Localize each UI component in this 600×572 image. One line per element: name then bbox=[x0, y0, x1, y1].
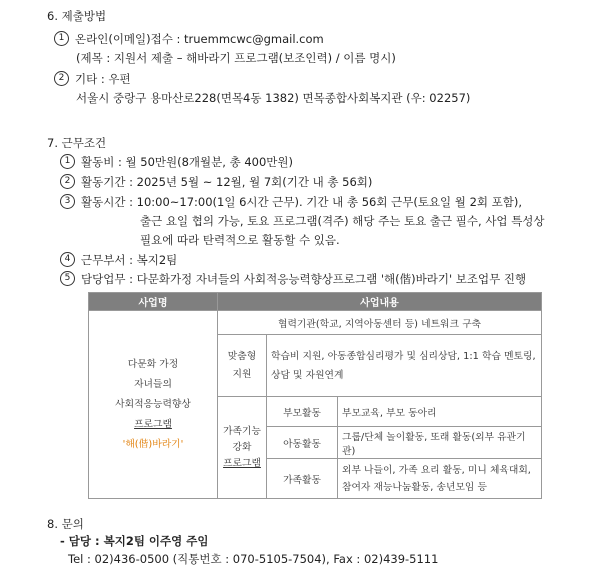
section6-item1 bbox=[54, 31, 324, 47]
section6-title: 6. 제출방법 bbox=[47, 9, 107, 23]
contact-phone-fax: Tel : 02)436-0500 (직통번호 : 070-5105-7504), Fax : 02)439-5111 bbox=[68, 552, 439, 566]
section7-title: 7. 근무조건 bbox=[47, 136, 107, 150]
custom-support-label: 맞춤형 지원 bbox=[218, 335, 267, 397]
section7-item3-line3: 필요에 따라 탄력적으로 활동할 수 있음. bbox=[140, 233, 340, 247]
family-program-label: 가족기능 강화 프로그램 bbox=[218, 397, 267, 499]
child-activity-label: 아동활동 bbox=[267, 427, 338, 459]
network-cell: 협력기관(학교, 지역아동센터 등) 네트워크 구축 bbox=[218, 311, 542, 335]
section7-item3-line2: 출근 요일 협의 가능, 토요 프로그램(격주) 해당 주는 토요 출근 필수, 사업 특성상 bbox=[140, 214, 545, 228]
section7-item5: 5 담당업무 : 다문화가정 자녀들의 사회적응능력향상프로그램 '해(偕)바라기' 보조업무 진행 bbox=[60, 271, 526, 287]
section6-item1-sub: (제목 : 지원서 제출 – 해바라기 프로그램(보조인력) / 이름 명시) bbox=[76, 51, 396, 65]
contact-person: - 담당 : 복지2팀 이주영 주임 bbox=[60, 534, 209, 548]
family-activity-label: 가족활동 bbox=[267, 459, 338, 499]
section7-item4: 4 근무부서 : 복지2팀 bbox=[60, 252, 177, 268]
circle-number-1: 1 bbox=[54, 31, 69, 46]
program-name-cell: 다문화 가정 자녀들의 사회적응능력향상 프로그램 '해(偕)바라기' bbox=[89, 311, 218, 499]
family-activity-content: 외부 나들이, 가족 요리 활동, 미니 체육대회, 참여자 재능나눔활동, 송년모임 등 bbox=[338, 459, 542, 499]
section7-item1: 1 활동비 : 월 50만원(8개월분, 총 400만원) bbox=[60, 154, 293, 170]
section6-item2-sub: 서울시 중랑구 용마산로228(면목4동 1382) 면목종합사회복지관 (우: 02257) bbox=[76, 91, 471, 105]
section6-item2: 2 기타 : 우편 bbox=[54, 71, 131, 87]
table-header-name: 사업명 bbox=[89, 293, 218, 311]
section7-item3: 3 활동시간 : 10:00~17:00(1일 6시간 근무). 기간 내 총 56회 근무(토요일 월 2회 포함), bbox=[60, 194, 522, 210]
child-activity-content: 그룹/단체 놀이활동, 또래 활동(외부 유관기관) bbox=[338, 427, 542, 459]
parent-activity-label: 부모활동 bbox=[267, 397, 338, 427]
custom-support-content: 학습비 지원, 아동종합심리평가 및 심리상담, 1:1 학습 멘토링, 상담 및 자원연계 bbox=[267, 335, 542, 397]
section7-item2: 2 활동기간 : 2025년 5월 ~ 12월, 월 7회(기간 내 총 56회) bbox=[60, 174, 372, 190]
circle-number-2: 2 bbox=[54, 71, 69, 86]
parent-activity-content: 부모교육, 부모 동아리 bbox=[338, 397, 542, 427]
program-table bbox=[88, 292, 542, 499]
email-line[interactable]: 온라인(이메일)접수 : truemmcwc@gmail.com bbox=[75, 32, 324, 46]
section8-title: 8. 문의 bbox=[47, 517, 84, 531]
table-header-content: 사업내용 bbox=[218, 293, 542, 311]
